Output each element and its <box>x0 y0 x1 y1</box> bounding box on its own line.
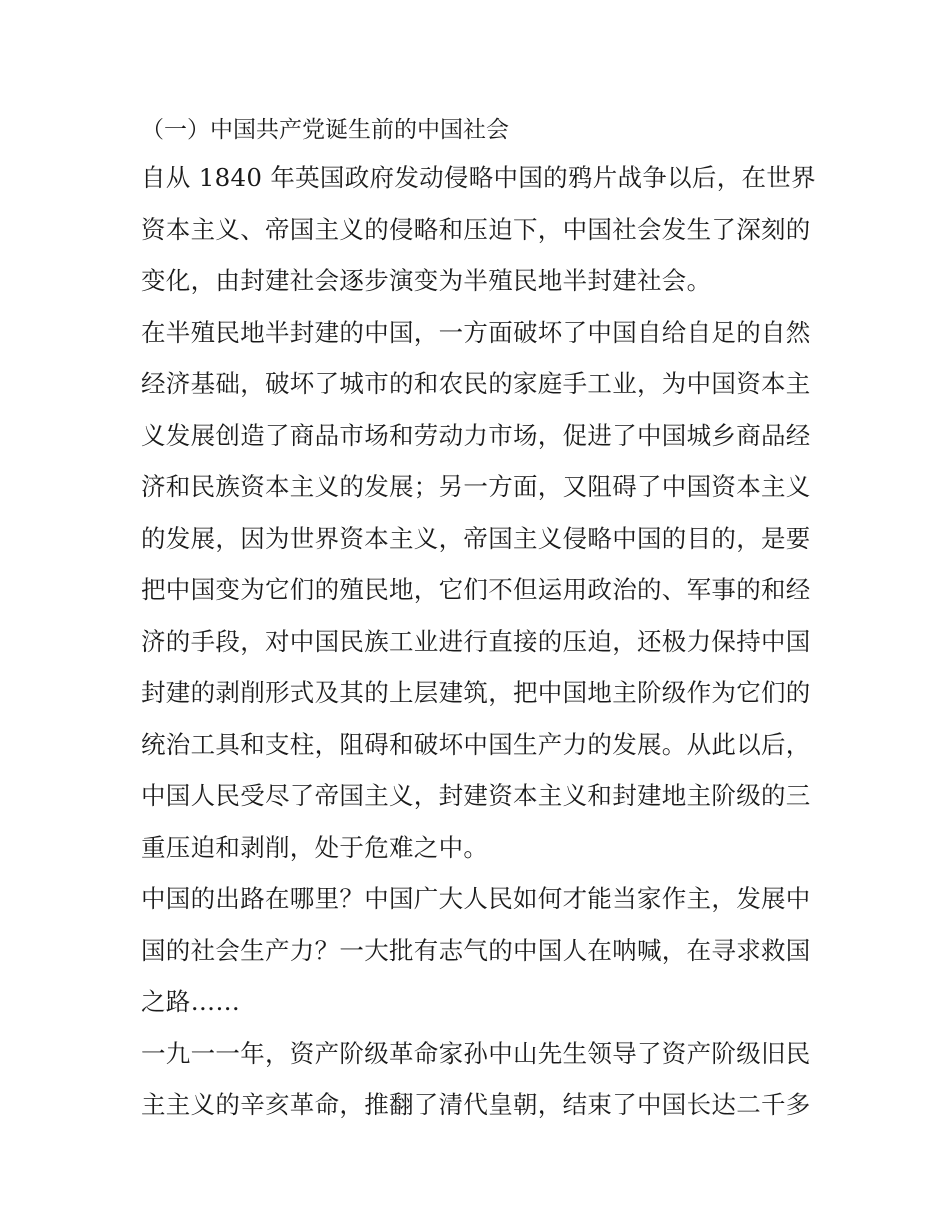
text-line: 主主义的辛亥革命，推翻了清代皇朝，结束了中国长达二千多 <box>141 1090 811 1119</box>
text-line: 把中国变为它们的殖民地，它们不但运用政治的、军事的和经 <box>141 575 811 604</box>
text-line: 义发展创造了商品市场和劳动力市场，促进了中国城乡商品经 <box>141 420 811 450</box>
paragraph-xinhai-revolution <box>141 1028 813 1131</box>
text-line: 资本主义、帝国主义的侵略和压迫下，中国社会发生了深刻的 <box>141 214 811 244</box>
text-line: 济和民族资本主义的发展；另一方面，又阻碍了中国资本主义 <box>141 472 811 501</box>
text-line: 统治工具和支柱，阻碍和破坏中国生产力的发展。从此以后， <box>141 729 811 759</box>
text-line: 国的社会生产力？一大批有志气的中国人在呐喊，在寻求救国 <box>141 935 811 965</box>
section-heading: （一）中国共产党诞生前的中国社会 <box>141 117 509 143</box>
text-line: 变化，由封建社会逐步演变为半殖民地半封建社会。 <box>141 266 712 295</box>
document-body <box>141 108 816 1131</box>
text-line: 之路…… <box>141 987 241 1016</box>
paragraph-semi-colonial <box>141 307 813 874</box>
paragraph-opium-war <box>141 152 816 307</box>
text-line: 济的手段，对中国民族工业进行直接的压迫，还极力保持中国 <box>141 626 811 656</box>
text-line: 的发展，因为世界资本主义，帝国主义侵略中国的目的，是要 <box>141 523 811 553</box>
text-line: 重压迫和剥削，处于危难之中。 <box>141 832 489 862</box>
text-line: 封建的剥削形式及其的上层建筑，把中国地主阶级作为它们的 <box>141 678 811 707</box>
paragraph-way-out <box>141 873 813 1028</box>
text-line: 经济基础，破坏了城市的和农民的家庭手工业，为中国资本主 <box>141 369 811 398</box>
text-line: 一九一一年，资产阶级革命家孙中山先生领导了资产阶级旧民 <box>141 1038 811 1068</box>
text-line: 中国人民受尽了帝国主义，封建资本主义和封建地主阶级的三 <box>141 781 811 810</box>
text-line: 中国的出路在哪里？中国广大人民如何才能当家作主，发展中 <box>141 884 811 913</box>
text-line: 在半殖民地半封建的中国，一方面破坏了中国自给自足的自然 <box>141 317 811 347</box>
text-line: 自从 1840 年英国政府发动侵略中国的鸦片战争以后，在世界 <box>141 163 816 192</box>
